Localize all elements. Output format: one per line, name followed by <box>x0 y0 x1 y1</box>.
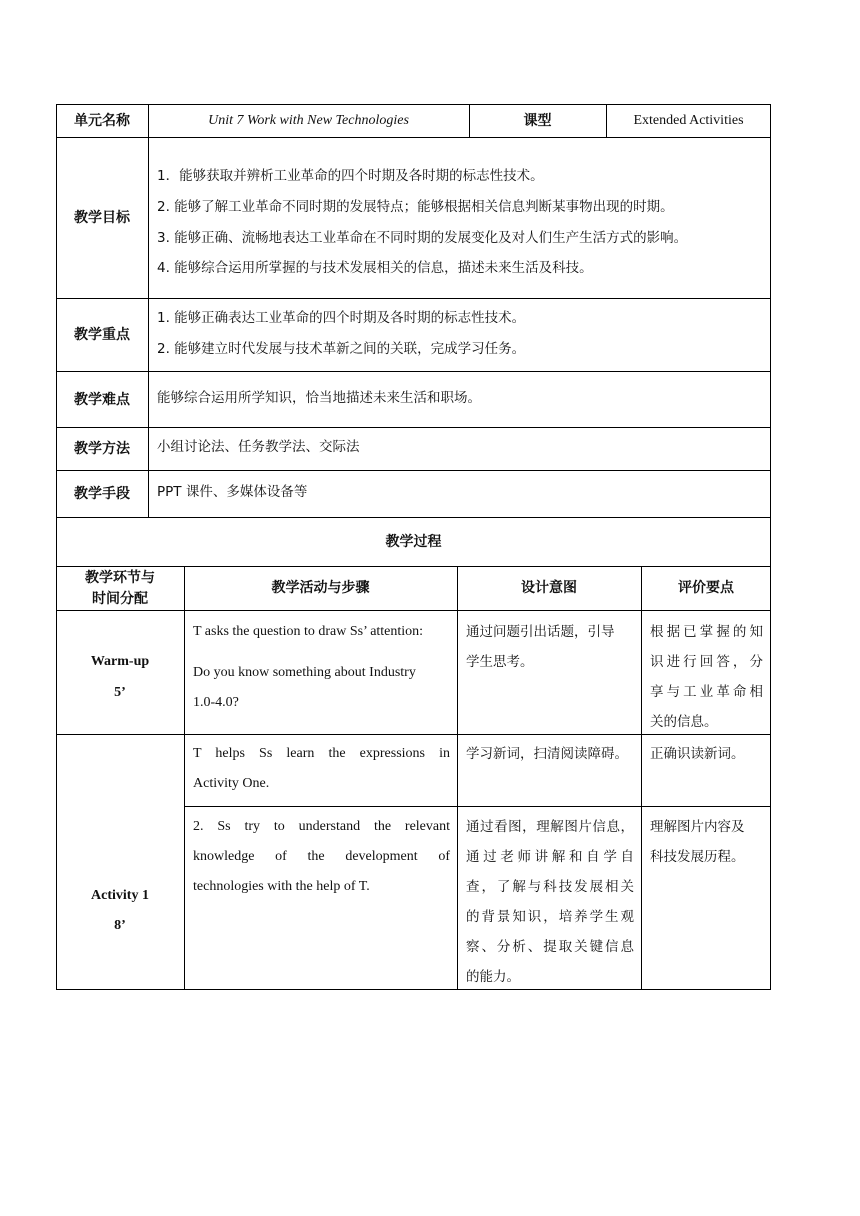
means-label: 教学手段 <box>74 486 130 502</box>
row-divider <box>56 610 771 611</box>
warmup-time: 5’ <box>114 685 126 700</box>
activity1-step1-line: Activity One. <box>193 776 270 791</box>
difficulties-label: 教学难点 <box>74 392 130 408</box>
activity1-step2-line: technologies with the help of T. <box>193 879 370 894</box>
warmup-intent-line: 学生思考。 <box>466 654 534 670</box>
warmup-activity-line: 1.0-4.0? <box>193 695 239 710</box>
activity1-step2-intent-line: 的背景知识，培养学生观 <box>466 909 634 925</box>
activity1-step2-intent-line: 的能力。 <box>466 969 520 985</box>
objective-item: 1．能够获取并辨析工业革命的四个时期及各时期的标志性技术。 <box>157 168 544 184</box>
warmup-evaluation-line: 享与工业革命相 <box>650 684 763 700</box>
unit-name-label: 单元名称 <box>74 113 130 129</box>
warmup-activity-line: T asks the question to draw Ss’ attention: <box>193 624 424 639</box>
activity1-step2-intent-line: 查，了解与科技发展相关 <box>466 879 634 895</box>
methods-text: 小组讨论法、任务教学法、交际法 <box>157 439 360 455</box>
activity1-time: 8’ <box>114 918 126 933</box>
activity1-step2-intent-line: 察、分析、提取关键信息 <box>466 939 634 955</box>
activity1-step1-intent: 学习新词，扫清阅读障碍。 <box>466 746 628 762</box>
row-divider <box>56 517 771 518</box>
difficulties-text: 能够综合运用所学知识，恰当地描述未来生活和职场。 <box>157 390 481 406</box>
process-title: 教学过程 <box>385 534 442 550</box>
col-divider <box>148 104 149 517</box>
objective-item: 4. 能够综合运用所掌握的与技术发展相关的信息，描述未来生活及科技。 <box>157 260 593 276</box>
activity1-step2-intent-line: 通过老师讲解和自学自 <box>466 849 634 865</box>
row-divider <box>56 470 771 471</box>
unit-name-value: Unit 7 Work with New Technologies <box>208 113 409 128</box>
warmup-intent-line: 通过问题引出话题，引导 <box>466 624 615 640</box>
lesson-type-label: 课型 <box>523 113 552 129</box>
activity1-step1-line: T helps Ss learn the expressions in <box>193 746 450 761</box>
row-divider <box>56 734 771 735</box>
warmup-evaluation-line: 识进行回答，分 <box>650 654 763 670</box>
activity1-step1-evaluation: 正确识读新词。 <box>650 746 745 762</box>
objectives-label: 教学目标 <box>74 210 130 226</box>
activity1-stage: Activity 1 <box>91 888 149 903</box>
objective-item: 3. 能够正确、流畅地表达工业革命在不同时期的发展变化及对人们生产生活方式的影响。 <box>157 230 688 246</box>
column-header-evaluation: 评价要点 <box>678 580 734 596</box>
activity1-step2-line: knowledge of the development of <box>193 849 450 864</box>
key-point-item: 2. 能够建立时代发展与技术革新之间的关联，完成学习任务。 <box>157 341 526 357</box>
col-divider <box>457 566 458 990</box>
means-text: PPT 课件、多媒体设备等 <box>157 484 308 500</box>
column-header-time: 时间分配 <box>92 591 148 607</box>
warmup-evaluation-line: 根据已掌握的知 <box>650 624 763 640</box>
row-divider <box>56 298 771 299</box>
activity1-step2-line: 2. Ss try to understand the relevant <box>193 819 450 834</box>
row-divider <box>184 806 771 807</box>
activity1-step2-evaluation-line: 理解图片内容及 <box>650 819 745 835</box>
row-divider <box>56 137 771 138</box>
row-divider <box>56 371 771 372</box>
key-point-item: 1. 能够正确表达工业革命的四个时期及各时期的标志性技术。 <box>157 310 526 326</box>
col-divider <box>641 566 642 990</box>
column-header-activities: 教学活动与步骤 <box>271 580 370 596</box>
row-divider <box>56 566 771 567</box>
methods-label: 教学方法 <box>74 441 130 457</box>
row-divider <box>56 427 771 428</box>
activity1-step2-intent-line: 通过看图，理解图片信息， <box>466 819 634 835</box>
warmup-activity-line: Do you know something about Industry <box>193 665 416 680</box>
warmup-evaluation-line: 关的信息。 <box>650 714 718 730</box>
objective-item: 2. 能够了解工业革命不同时期的发展特点；能够根据相关信息判断某事物出现的时期。 <box>157 199 674 215</box>
column-header-intent: 设计意图 <box>521 580 577 596</box>
column-header-stage: 教学环节与 <box>85 570 155 586</box>
warmup-stage: Warm-up <box>90 654 150 669</box>
activity1-step2-evaluation-line: 科技发展历程。 <box>650 849 745 865</box>
key-points-label: 教学重点 <box>74 327 130 343</box>
col-divider <box>184 566 185 990</box>
lesson-type-value: Extended Activities <box>633 113 744 128</box>
